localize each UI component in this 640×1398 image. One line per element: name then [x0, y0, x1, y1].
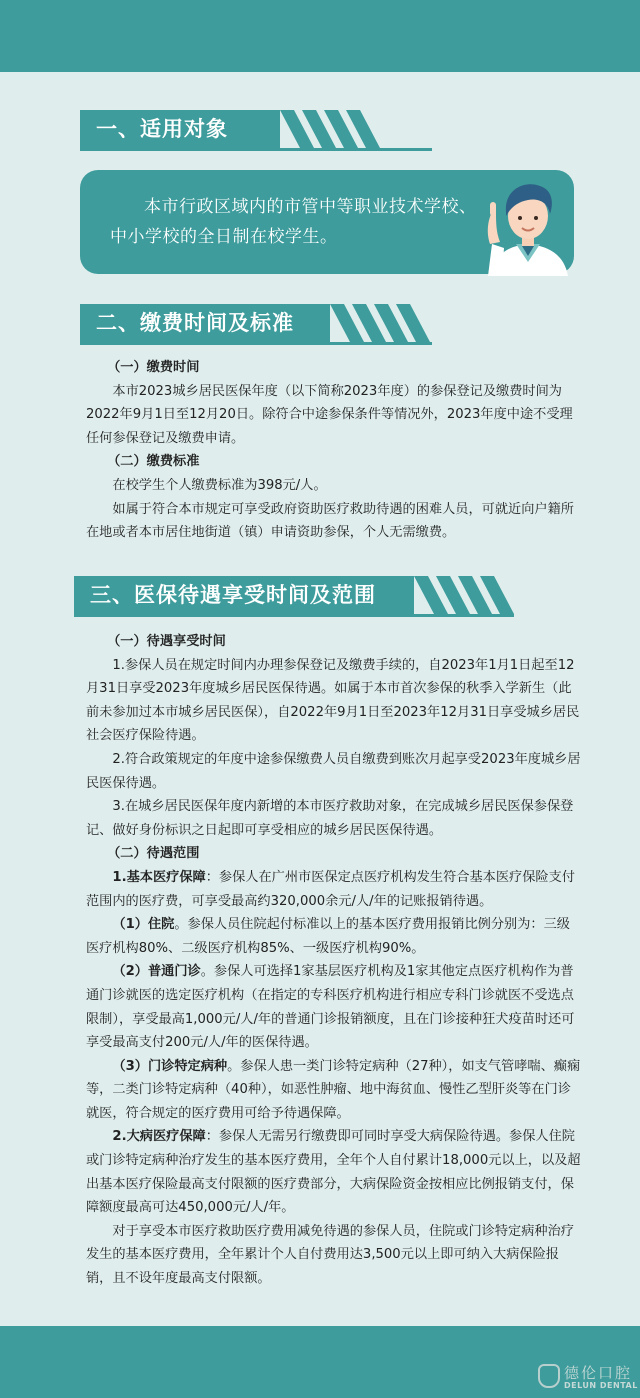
paragraph: 在校学生个人缴费标准为398元/人。: [112, 477, 327, 493]
paragraph: 对于享受本市医疗救助医疗费用减免待遇的参保人员，住院或门诊特定病种治疗发生的基本医疗费用，全年累计个人自付费用达3,500元以上即可纳入大病保险报销，且不设年度最高支付限额。: [86, 1223, 574, 1287]
stripe-decoration-icon: [330, 304, 440, 342]
eligibility-text: 本市行政区域内的市管中等职业技术学校、中小学校的全日制在校学生。: [110, 197, 477, 247]
stripe-decoration-icon: [414, 576, 524, 614]
paragraph: （3）门诊特定病种。参保人患一类门诊特定病种（27种），如支气管哮喘、癫痫等，二类门诊特定病种（40种），如恶性肿瘤、地中海贫血、慢性乙型肝炎等在门诊就医，符合规定的医疗费用可给予待遇保障。: [86, 1058, 581, 1121]
stripe-decoration-icon: [280, 110, 390, 148]
paragraph: 如属于符合本市规定可享受政府资助医疗救助待遇的困难人员，可就近向户籍所在地或者本市居住地街道（镇）申请资助参保，个人无需缴费。: [86, 501, 574, 541]
brand-logo: [538, 1360, 638, 1394]
top-banner: [0, 0, 640, 72]
subheading: （一）待遇享受时间: [107, 634, 226, 649]
paragraph: 2.符合政策规定的年度中途参保缴费人员自缴费到账次月起享受2023年度城乡居民医保待遇。: [86, 751, 581, 791]
paragraph: 本市2023城乡居民医保年度（以下简称2023年度）的参保登记及缴费时间为2022年9月1日至12月20日。除符合中途参保条件等情况外，2023年度中途不受理任何参保登记及缴费申请。: [86, 383, 573, 446]
section-header-2: [80, 304, 432, 346]
paragraph: 1.参保人员在规定时间内办理参保登记及缴费手续的，自2023年1月1日起至12月31日享受2023年度城乡居民医保待遇。如属于本市首次参保的秋季入学新生（此前未参加过本市城乡居民医保），自2022年9月1日至2023年12月31日享受城乡居民社会医疗保险待遇。: [86, 657, 580, 744]
paragraph: 2.大病医疗保障：参保人无需另行缴费即可同时享受大病保险待遇。参保人住院或门诊特定病种治疗发生的基本医疗费用，全年个人自付累计18,000元以上，以及超出基本医疗保险最高支付限额的医疗费部分，大病保险资金按相应比例报销支付，保障额度最高可达450,000元/人/年。: [86, 1129, 581, 1216]
logo-cn: 德伦口腔: [564, 1364, 633, 1382]
section-title-3: 三、医保待遇享受时间及范围: [74, 576, 414, 614]
logo-en: DELUN DENTAL: [564, 1381, 638, 1390]
tooth-logo-icon: [538, 1364, 560, 1388]
paragraph: 3.在城乡居民医保年度内新增的本市医疗救助对象，在完成城乡居民医保参保登记、做好身份标识之日起即可享受相应的城乡居民医保待遇。: [86, 799, 574, 838]
section-header-1: [80, 110, 432, 152]
section-header-3: [74, 576, 514, 618]
section-title-1: 一、适用对象: [80, 110, 280, 148]
subheading: （一）缴费时间: [107, 360, 200, 375]
paragraph: （2）普通门诊。参保人可选择1家基层医疗机构及1家其他定点医疗机构作为普通门诊就医的选定医疗机构（在指定的专科医疗机构进行相应专科门诊就医不受选点限制），享受最高1,000元/人/年的普通门诊报销额度，且在门诊接种狂犬疫苗时还可享受最高支付200元/人/年的医保待遇。: [86, 964, 575, 1051]
section-title-2: 二、缴费时间及标准: [80, 304, 330, 342]
doctor-illustration-icon: [478, 172, 578, 276]
section-3-body: [86, 630, 582, 1291]
subheading: （二）待遇范围: [107, 846, 200, 862]
paragraph: （1）住院。参保人员住院起付标准以上的基本医疗费用报销比例分别为：三级医疗机构80%、二级医疗机构85%、一级医疗机构90%。: [86, 917, 570, 956]
section-2-body: [86, 356, 582, 545]
paragraph: 1.基本医疗保障：参保人在广州市医保定点医疗机构发生符合基本医疗保险支付范围内的医疗费，可享受最高约320,000余元/人/年的记账报销待遇。: [86, 869, 575, 909]
subheading: （二）缴费标准: [107, 454, 200, 470]
